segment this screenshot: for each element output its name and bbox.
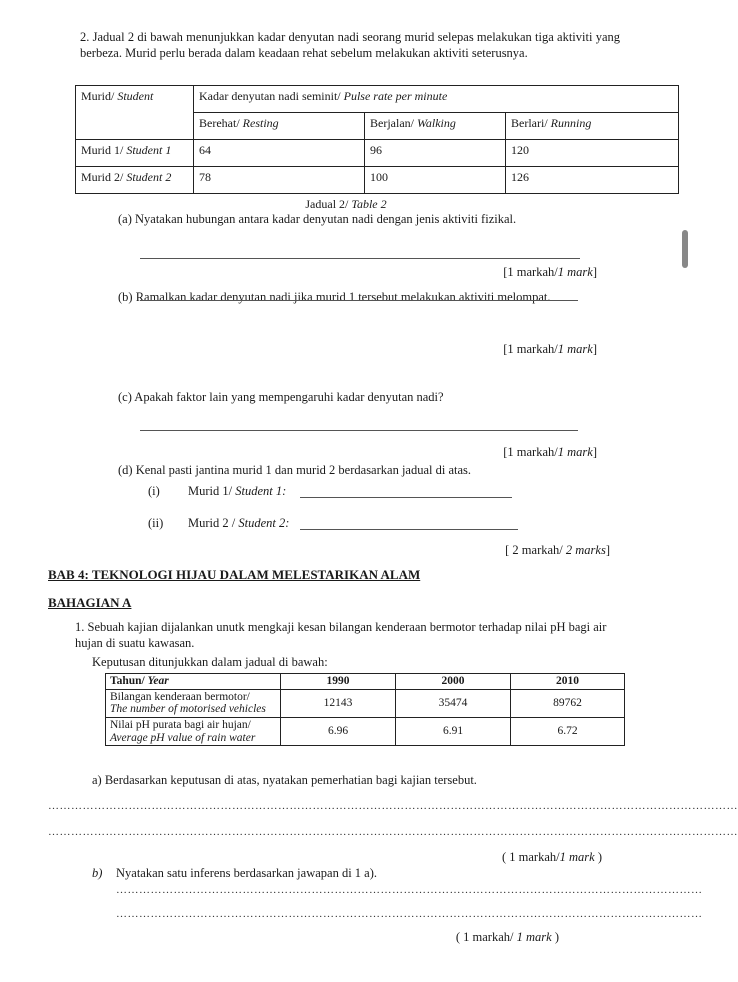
mark-2b: [1 markah/1 mark] [503,342,597,356]
table-row [76,167,679,194]
question-1-result: Keputusan ditunjukkan dalam jadual di bawah: [92,655,328,669]
row-label: Murid 2/ Student 2 [76,167,194,194]
section-title: BAHAGIAN A [48,595,132,610]
question-2d-ii-number: (ii) [148,516,164,530]
question-2b: (b) Ramalkan kadar denyutan nadi jika murid 1 tersebut melakukan aktiviti melompat. [118,290,551,304]
table-cell: 64 [194,140,365,167]
mark-1a: ( 1 markah/1 mark ) [502,850,602,864]
table-cell: 126 [506,167,679,194]
question-1a: a) Berdasarkan keputusan di atas, nyatakan pemerhatian bagi kajian tersebut. [92,773,477,787]
mark-2c: [1 markah/1 mark] [503,445,597,459]
answer-dots-1a-line1[interactable]: ……………………………………………………………………………………………………………………………………………………………… [48,800,738,812]
answer-line-2b[interactable] [140,300,578,301]
table-row [106,717,625,745]
table-cell: 6.96 [281,717,396,745]
answer-dots-1b-line2[interactable]: ……………………………………………………………………………………………………………………………………… [116,908,703,920]
table-row [106,689,625,717]
header-pulse-rate: Kadar denyutan nadi seminit/ Pulse rate per minute [194,86,679,113]
vehicle-ph-table [105,673,625,746]
mark-2a: [1 markah/1 mark] [503,265,597,279]
answer-line-2a[interactable] [140,258,580,259]
table-cell: 89762 [511,689,625,717]
answer-line-2d-ii[interactable] [300,529,518,530]
scrollbar-thumb[interactable] [682,230,688,268]
header-year-2010: 2010 [511,674,625,690]
header-running: Berlari/ Running [506,113,679,140]
header-student: Murid/ Student [76,86,194,140]
answer-dots-1a-line2[interactable]: ……………………………………………………………………………………………………………………………………………………………… [48,826,738,838]
question-2d-i-number: (i) [148,484,160,498]
table-2-caption: Jadual 2/ Table 2 [305,197,387,211]
question-2d-ii-label: Murid 2 / Student 2: [188,516,290,530]
question-1b-number: b) [92,866,103,880]
header-walking: Berjalan/ Walking [365,113,506,140]
question-2d-i-label: Murid 1/ Student 1: [188,484,287,498]
row-label-vehicles: Bilangan kenderaan bermotor/ The number of motorised vehicles [106,689,281,717]
mark-2d: [ 2 markah/ 2 marks] [505,543,610,557]
row-label: Murid 1/ Student 1 [76,140,194,167]
question-1-intro: 1. Sebuah kajian dijalankan unutk mengkaji kesan bilangan kenderaan bermotor terhadap nilai pH bagi air hujan di suatu kawasan. [75,620,607,650]
table-cell: 6.91 [396,717,511,745]
header-year-2000: 2000 [396,674,511,690]
table-cell: 96 [365,140,506,167]
question-2d: (d) Kenal pasti jantina murid 1 dan murid 2 berdasarkan jadual di atas. [118,463,472,477]
question-2c: (c) Apakah faktor lain yang mempengaruhi kadar denyutan nadi? [118,390,444,404]
table-cell: 78 [194,167,365,194]
question-2-intro: 2. Jadual 2 di bawah menunjukkan kadar denyutan nadi seorang murid selepas melakukan tiga aktiviti yang berbeza. Murid perlu berada dalam keadaan rehat sebelum melakukan aktiviti seterusnya. [80,30,620,60]
question-2a: (a) Nyatakan hubungan antara kadar denyutan nadi dengan jenis aktiviti fizikal. [118,212,517,226]
question-1b: Nyatakan satu inferens berdasarkan jawapan di 1 a). [116,866,377,880]
table-cell: 12143 [281,689,396,717]
mark-1b: ( 1 markah/ 1 mark ) [455,930,559,944]
answer-line-2d-i[interactable] [300,497,512,498]
chapter-title: BAB 4: TEKNOLOGI HIJAU DALAM MELESTARIKAN ALAM [48,567,421,582]
answer-dots-1b-line1[interactable]: ……………………………………………………………………………………………………………………………………… [116,884,703,896]
header-resting: Berehat/ Resting [194,113,365,140]
row-label-ph: Nilai pH purata bagi air hujan/ Average pH value of rain water [106,717,281,745]
pulse-rate-table [75,85,679,194]
table-cell: 6.72 [511,717,625,745]
header-year-1990: 1990 [281,674,396,690]
table-cell: 100 [365,167,506,194]
answer-line-2c[interactable] [140,430,578,431]
header-year: Tahun/ Year [106,674,281,690]
table-cell: 35474 [396,689,511,717]
table-row [76,140,679,167]
table-cell: 120 [506,140,679,167]
